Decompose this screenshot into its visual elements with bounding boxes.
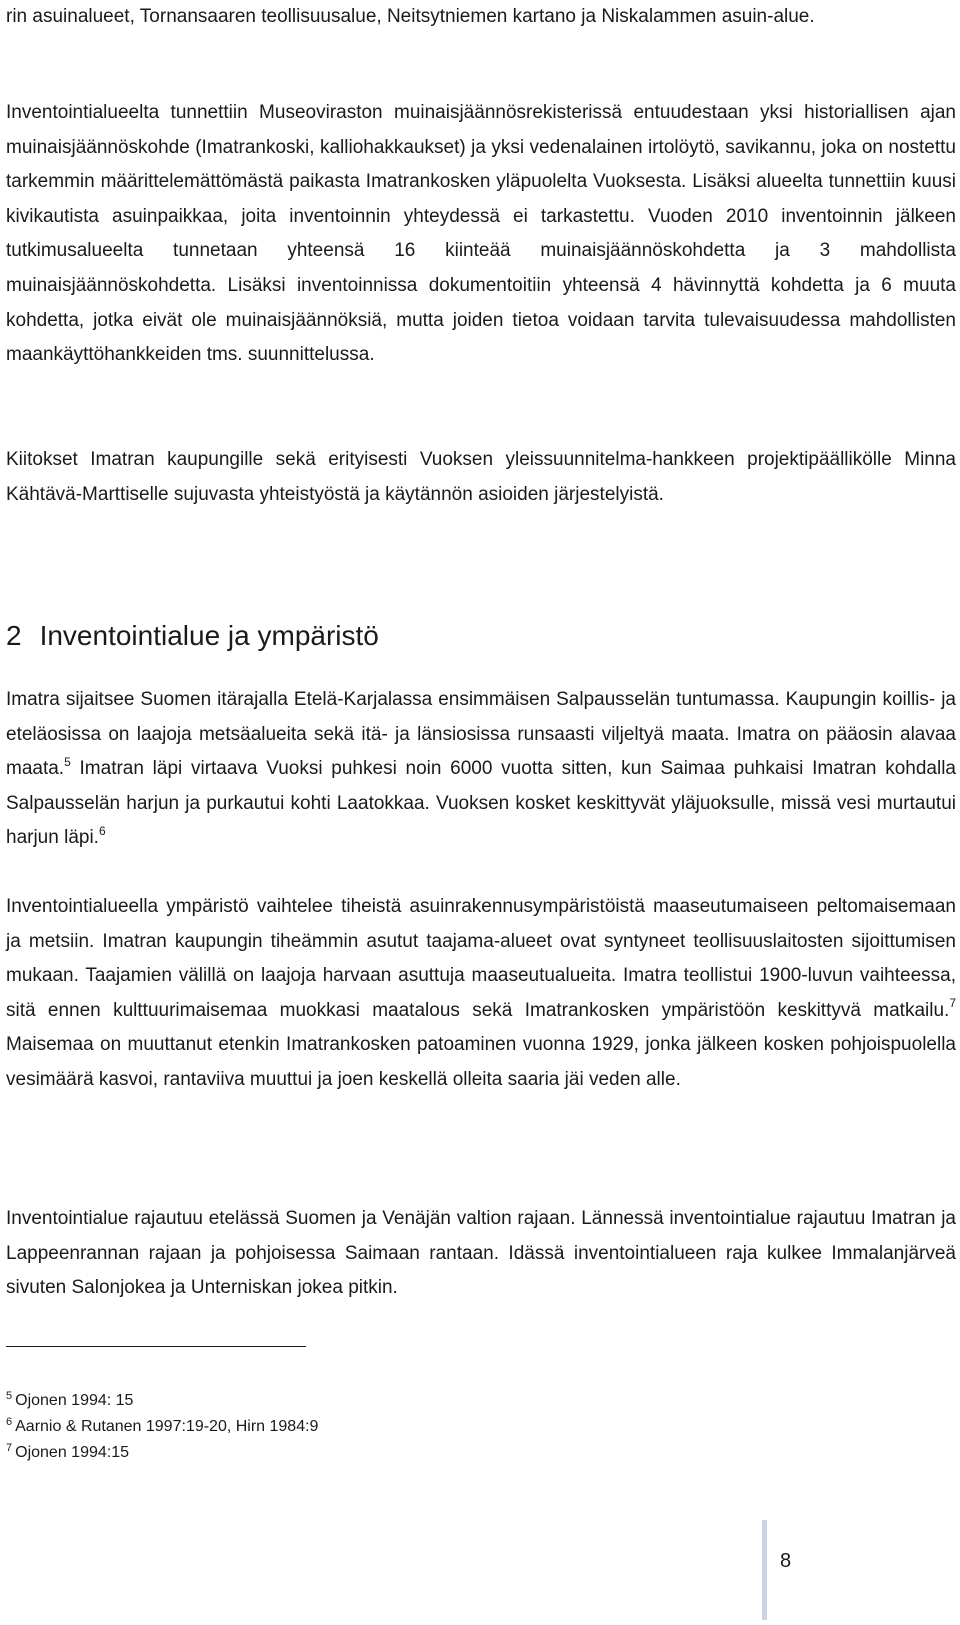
footnote-reference[interactable]: 6: [98, 824, 106, 839]
paragraph-area-boundaries: Inventointialue rajautuu etelässä Suomen ja Venäjän valtion rajaan. Lännessä inventointialue rajautuu Imatran ja Lappeenrannan rajaan ja pohjoisessa Saimaan rantaan. Idässä inventointialueen raja kulkee Immalanjärveä sivuten Salonjokea ja Unterniskan jokea pitkin.: [6, 1208, 956, 1299]
footnote-text: Ojonen 1994:15: [15, 1444, 129, 1461]
paragraph-text: Imatra sijaitsee Suomen itärajalla Etelä-Karjalassa ensimmäisen Salpausselän tuntumassa. Kaupungin koillis- ja eteläosissa on laajoja metsäalueita sekä itä- ja länsiosissa runsaasti viljeltyä maata. Imatra on pääosin alavaa maata.: [6, 689, 956, 780]
paragraph-inventory-findings: Inventointialueelta tunnettiin Museoviraston muinaisjäännösrekisterissä entuudestaan yksi historiallisen ajan muinaisjäännöskohde (Imatrankoski, kalliohakkaukset) ja yksi vedenalainen irtolöytö, savikannu, joka on nostettu tarkemmin määrittelemättömästä paikasta Imatrankosken yläpuolelta Vuoksesta. Lisäksi alueelta tunnettiin kuusi kivikautista asuinpaikkaa, joita inventoinnin yhteydessä ei tarkastettu. Vuoden 2010 inventoinnin jälkeen tutkimusalueelta tunnetaan yhteensä 16 kiinteää muinaisjäännöskohdetta ja 3 mahdollista muinaisjäännöskohdetta. Lisäksi inventoinnissa dokumentoitiin yhteensä 4 hävinnyttä kohdetta ja 6 muuta kohdetta, jotka eivät ole muinaisjäännöksiä, mutta joiden tietoa voidaan tarvita tulevaisuudessa mahdollisten maankäyttöhankkeiden tms. suunnittelussa.: [6, 102, 956, 366]
paragraph-acknowledgements: Kiitokset Imatran kaupungille sekä erityisesti Vuoksen yleissuunnitelma-hankkeen projektipäällikölle Minna Kähtävä-Marttiselle sujuvasta yhteistyöstä ja käytännön asioiden järjestelyistä.: [6, 449, 956, 505]
section-heading: [6, 616, 379, 656]
paragraph-imatra-location: [6, 683, 956, 856]
paragraph-text: Inventointialueella ympäristö vaihtelee tiheistä asuinrakennusympäristöistä maaseutumaiseen peltomaisemaan ja metsiin. Imatran kaupungin tiheämmin asutut taajama-alueet ovat syntyneet teollisuuslaitosten sijoittumisen mukaan. Taajamien välillä on laajoja harvaan asuttuja maaseutualueita. Imatra teollistui 1900-luvun vaihteessa, sitä ennen kulttuurimaisemaa muokkasi maatalous sekä Imatrankosken ympäristöön keskittyvä matkailu.: [6, 896, 956, 1021]
paragraph-intro-continuation: rin asuinalueet, Tornansaaren teollisuusalue, Neitsytniemen kartano ja Niskalammen asuin-alue.: [6, 6, 815, 27]
footnotes: [6, 1388, 318, 1466]
footnote-number: 7: [6, 1441, 13, 1454]
section-title: Inventointialue ja ympäristö: [39, 620, 379, 651]
page-number-bar: [762, 1520, 767, 1620]
footnote-text: Aarnio & Rutanen 1997:19-20, Hirn 1984:9: [15, 1418, 319, 1435]
footnote-text: Ojonen 1994: 15: [15, 1392, 134, 1409]
paragraph-text: Imatran läpi virtaava Vuoksi puhkesi noin 6000 vuotta sitten, kun Saimaa puhkaisi Imatran kohdalla Salpausselän harjun ja purkautui kohti Laatokkaa. Vuoksen kosket keskittyvät yläjuoksulle, missä vesi murtautui harjun läpi.: [6, 758, 956, 849]
page-number: 8: [780, 1550, 792, 1572]
footnote-divider: [6, 1346, 306, 1347]
paragraph-environment: [6, 890, 956, 1098]
footnote-item: [6, 1414, 318, 1440]
footnote-item: [6, 1440, 318, 1466]
footnote-number: 5: [6, 1389, 13, 1402]
section-number: 2: [6, 620, 22, 651]
footnote-reference[interactable]: 7: [949, 996, 956, 1011]
footnote-item: [6, 1388, 318, 1414]
paragraph-text: Maisemaa on muuttanut etenkin Imatrankosken patoaminen vuonna 1929, jonka jälkeen kosken pohjoispuolella vesimäärä kasvoi, rantaviiva muuttui ja joen keskellä olleita saaria jäi veden alle.: [6, 1034, 956, 1090]
footnote-number: 6: [6, 1415, 13, 1428]
footnote-reference[interactable]: 5: [64, 754, 71, 769]
